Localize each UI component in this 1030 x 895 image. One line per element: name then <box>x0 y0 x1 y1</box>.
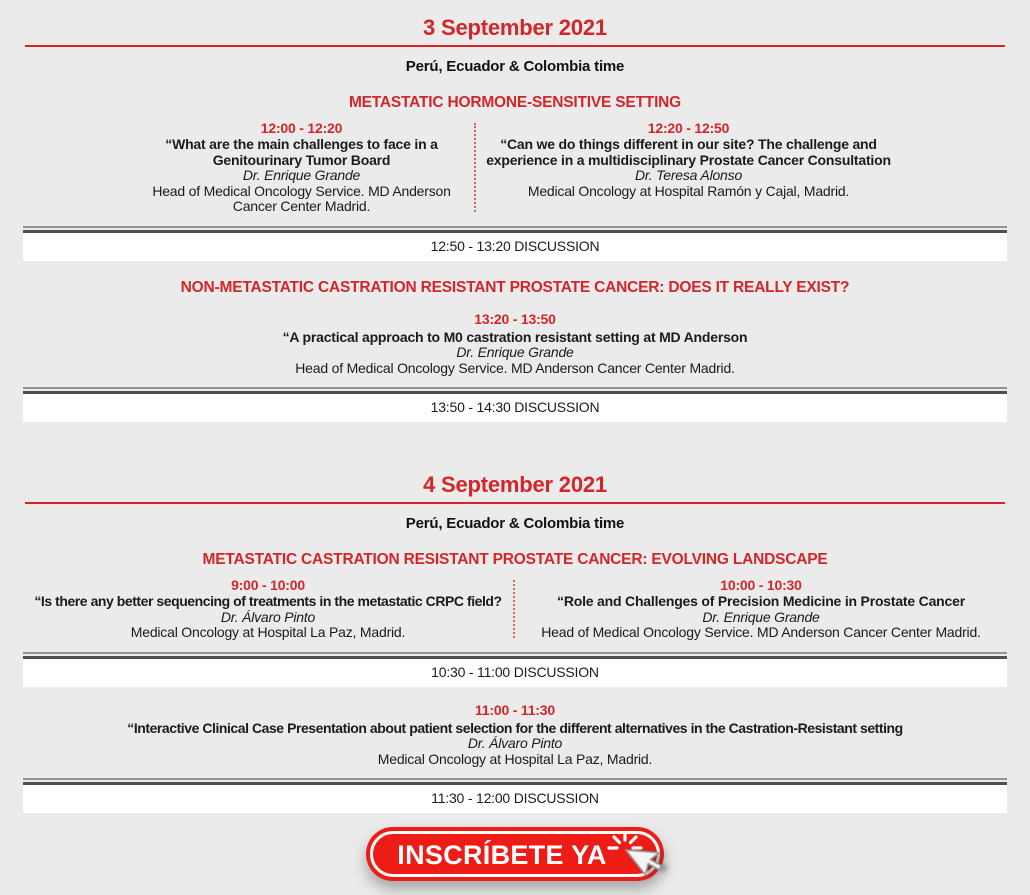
talk-affiliation: Head of Medical Oncology Service. MD Anderson Cancer Center Madrid. <box>152 182 451 214</box>
discussion-time: 11:30 - 12:00 <box>431 790 511 806</box>
talk-card <box>476 120 901 215</box>
discussion-label: DISCUSSION <box>514 237 600 254</box>
discussion-time: 10:30 - 11:00 <box>431 663 511 680</box>
talk-title: “Interactive Clinical Case Presentation about patient selection for the different alternatives in the Castration-Resistant setting <box>127 719 903 736</box>
talk-speaker: Dr. Teresa Alonso <box>634 167 743 183</box>
discussion-label: DISCUSSION <box>513 663 599 680</box>
cta-container <box>366 827 664 881</box>
discussion-time: 13:50 - 14:30 <box>430 399 511 415</box>
talk-card <box>23 577 513 641</box>
talk-title: “Is there any better sequencing of treatments in the metastatic CRPC field? <box>34 593 502 609</box>
discussion-bar <box>23 391 1007 422</box>
talk-time: 11:00 - 11:30 <box>475 701 555 718</box>
day-2-columns <box>23 577 1007 641</box>
talk-speaker: Dr. Álvaro Pinto <box>467 735 563 751</box>
day-2-track-1-heading: METASTATIC CASTRATION RESISTANT PROSTATE CANCER: EVOLVING LANDSCAPE <box>202 551 828 568</box>
day-2-rule <box>25 502 1005 504</box>
talk-affiliation: Medical Oncology at Hospital La Paz, Madrid. <box>130 624 406 640</box>
day-2-timezone: Perú, Ecuador & Colombia time <box>405 515 625 532</box>
day-1-track-2-heading: NON-METASTATIC CASTRATION RESISTANT PROSTATE CANCER: DOES IT REALLY EXIST? <box>180 278 850 296</box>
talk-card <box>515 577 1007 641</box>
talk-speaker: Dr. Enrique Grande <box>242 167 361 183</box>
day-1-title: 3 September 2021 <box>423 15 607 40</box>
talk-title: “Role and Challenges of Precision Medicine in Prostate Cancer <box>557 593 965 609</box>
day-1-section <box>0 0 1030 422</box>
talk-time: 9:00 - 10:00 <box>231 577 305 593</box>
talk-title: “A practical approach to M0 castration resistant setting at MD Anderson <box>282 328 748 345</box>
discussion-bar <box>23 782 1007 813</box>
discussion-bar <box>23 656 1007 687</box>
day-2-section <box>0 422 1030 813</box>
talk-time: 12:20 - 12:50 <box>647 120 730 136</box>
discussion-label: DISCUSSION <box>513 790 599 806</box>
talk-affiliation: Head of Medical Oncology Service. MD Anderson Cancer Center Madrid. <box>295 359 735 376</box>
talk-speaker: Dr. Enrique Grande <box>702 608 820 625</box>
day-1-columns <box>129 120 901 215</box>
talk-title: “Can we do things different in our site? The challenge and experience in a multidisciplinary Prostate Cancer Consultation <box>486 136 891 168</box>
day-1-timezone: Perú, Ecuador & Colombia time <box>405 58 625 75</box>
talk-card <box>129 120 474 215</box>
talk-time: 12:00 - 12:20 <box>260 120 343 136</box>
talk-affiliation: Medical Oncology at Hospital La Paz, Madrid. <box>377 750 653 767</box>
talk-affiliation: Medical Oncology at Hospital Ramón y Cajal, Madrid. <box>527 182 850 199</box>
talk-time: 13:20 - 13:50 <box>474 310 556 327</box>
day-1-track-1-heading: METASTATIC HORMONE-SENSITIVE SETTING <box>348 94 682 111</box>
day-2-title: 4 September 2021 <box>423 472 607 497</box>
register-now-label: INSCRÍBETE YA <box>397 840 607 870</box>
talk-affiliation: Head of Medical Oncology Service. MD Anderson Cancer Center Madrid. <box>541 624 981 640</box>
talk-card <box>0 311 1030 377</box>
talk-speaker: Dr. Álvaro Pinto <box>220 608 316 625</box>
register-now-button[interactable] <box>366 827 664 881</box>
talk-time: 10:00 - 10:30 <box>720 577 802 593</box>
day-1-rule <box>25 45 1005 47</box>
discussion-label: DISCUSSION <box>514 399 600 415</box>
talk-title: “What are the main challenges to face in a Genitourinary Tumor Board <box>165 136 438 168</box>
talk-card <box>0 702 1030 768</box>
talk-speaker: Dr. Enrique Grande <box>456 344 574 360</box>
discussion-bar <box>23 230 1007 261</box>
discussion-time: 12:50 - 13:20 <box>430 237 511 254</box>
